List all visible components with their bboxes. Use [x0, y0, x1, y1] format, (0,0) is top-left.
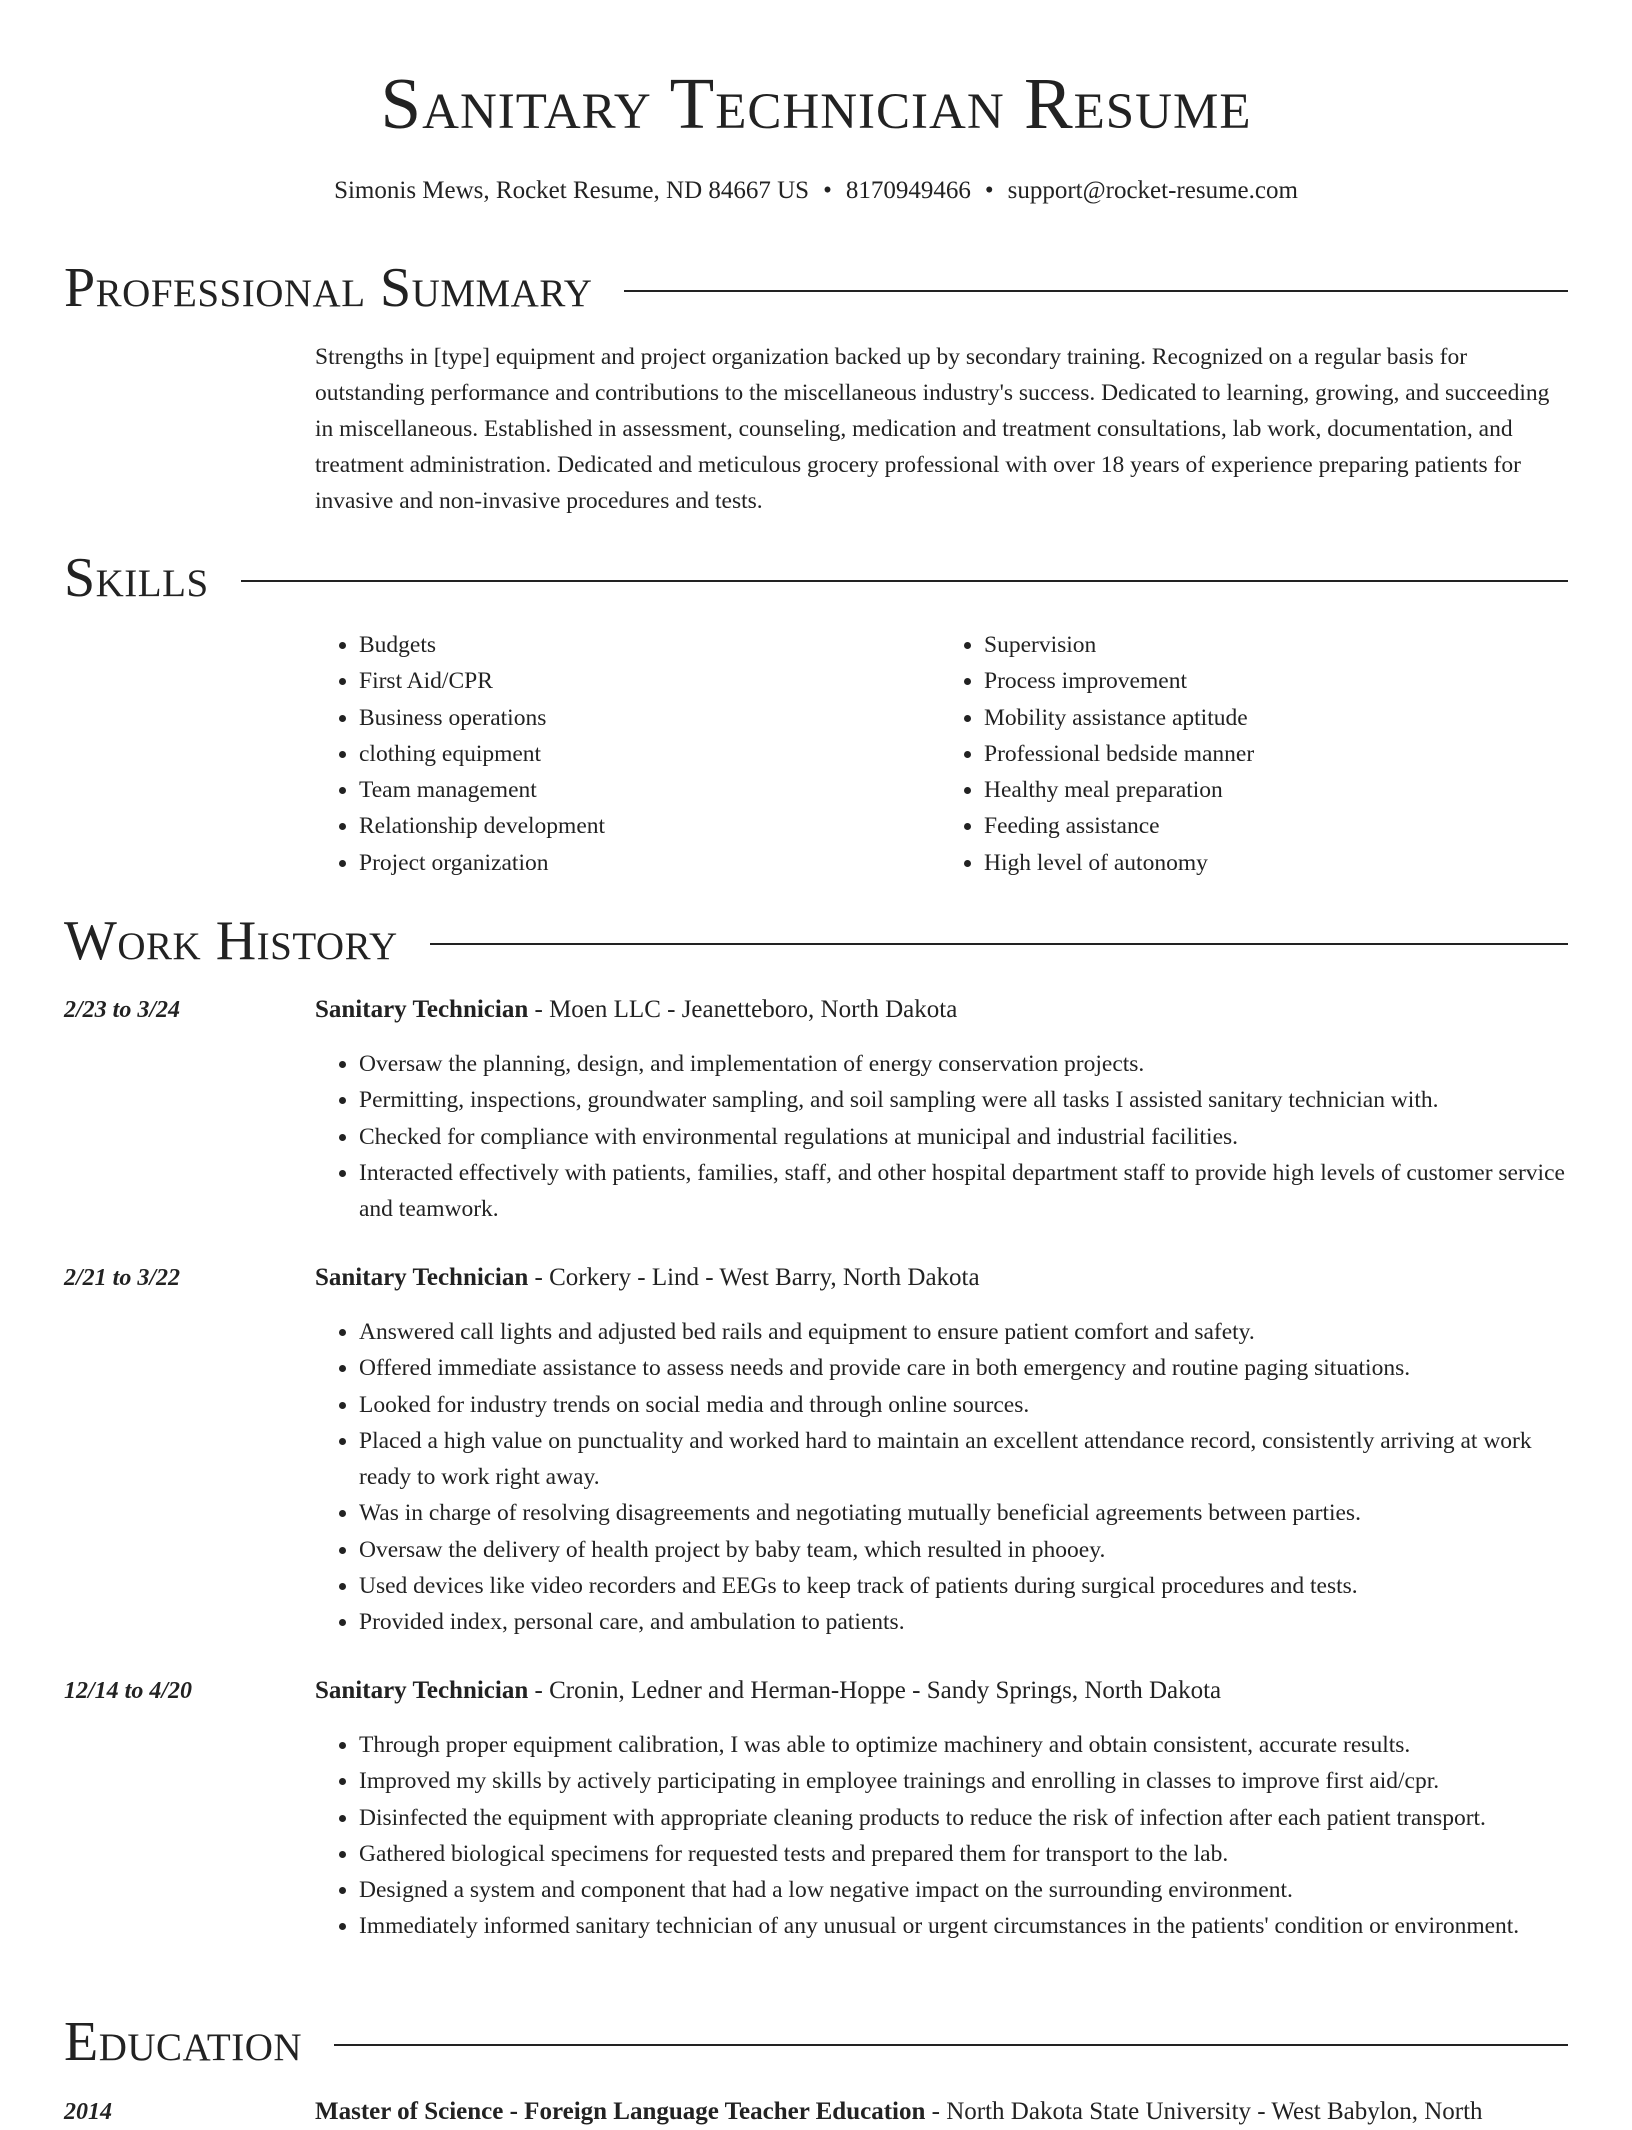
contact-separator: • — [823, 177, 832, 204]
section-divider — [624, 290, 1568, 292]
skill-item: • First Aid/CPR — [359, 663, 940, 699]
job-bullet: • Offered immediate assistance to assess needs and provide care in both emergency and routine paging situations. — [359, 1350, 1568, 1386]
job-bullet: • Designed a system and component that had a low negative impact on the surrounding environment. — [359, 1872, 1568, 1908]
contact-separator: • — [984, 177, 994, 204]
job-bullet: • Was in charge of resolving disagreements and negotiating mutually beneficial agreements between parties. — [359, 1495, 1568, 1531]
job-bullet: • Through proper equipment calibration, I was able to optimize machinery and obtain consistent, accurate results. — [359, 1727, 1568, 1763]
summary-section-header — [64, 256, 1568, 320]
job-title: Sanitary Technician — [315, 1264, 529, 1291]
skill-item: • clothing equipment — [359, 736, 940, 772]
section-divider — [334, 2044, 1568, 2046]
summary-heading: Professional Summary — [64, 257, 593, 319]
job-bullet: • Disinfected the equipment with appropriate cleaning products to reduce the risk of infection after each patient transport. — [359, 1800, 1568, 1836]
section-divider — [241, 580, 1568, 582]
skill-item: • High level of autonomy — [984, 845, 1565, 881]
job-bullet: • Permitting, inspections, groundwater sampling, and soil sampling were all tasks I assisted sanitary technician with. — [359, 1082, 1568, 1118]
job-bullet: • Placed a high value on punctuality and worked hard to maintain an excellent attendance record, consistently arriving at work ready to work right away. — [359, 1423, 1568, 1496]
job-bullet: • Checked for compliance with environmental regulations at municipal and industrial facilities. — [359, 1119, 1568, 1155]
education-heading: Education — [64, 2011, 303, 2073]
education-year: 2014 — [64, 2099, 112, 2125]
contact-phone: 8170949466 — [845, 177, 971, 204]
job-bullet: • Looked for industry trends on social media and through online sources. — [359, 1387, 1568, 1423]
job-bullet: • Oversaw the delivery of health project by baby team, which resulted in phooey. — [359, 1532, 1568, 1568]
section-divider — [430, 943, 1568, 945]
job-bullet: • Provided index, personal care, and ambulation to patients. — [359, 1604, 1568, 1640]
skills-column-left — [315, 627, 940, 881]
skill-item: • Mobility assistance aptitude — [984, 700, 1565, 736]
job-employer: - Cronin, Ledner and Herman-Hoppe - Sandy Springs, North Dakota — [528, 1677, 1222, 1704]
summary-text: Strengths in [type] equipment and project organization backed up by secondary training. Recognized on a regular basis for outstanding performance and contributions to the miscellaneous industry's success. Dedicated to learning, growing, and succeeding in miscellaneous. Established in assessment, counseling, medication and treatment consultations, lab work, documentation, and treatment administration. Dedicated and meticulous grocery professional with over 18 years of experience preparing patients for invasive and non-invasive procedures and tests. — [315, 344, 1550, 514]
skills-heading: Skills — [64, 547, 209, 609]
job-employer: - Corkery - Lind - West Barry, North Dakota — [528, 1264, 980, 1291]
skill-item: • Professional bedside manner — [984, 736, 1565, 772]
job-dates: 2/21 to 3/22 — [64, 1265, 181, 1291]
skill-item: • Business operations — [359, 700, 940, 736]
skills-list — [315, 627, 1565, 881]
skills-column-right — [940, 627, 1565, 881]
job-bullet: • Oversaw the planning, design, and implementation of energy conservation projects. — [359, 1046, 1568, 1082]
skill-item: • Feeding assistance — [984, 808, 1565, 844]
skill-item: • Supervision — [984, 627, 1565, 663]
skill-item: • Process improvement — [984, 663, 1565, 699]
work-heading: Work History — [64, 910, 398, 972]
job-bullet: • Interacted effectively with patients, families, staff, and other hospital department staff to provide high levels of customer service and teamwork. — [359, 1155, 1568, 1228]
job-title: Sanitary Technician — [315, 996, 529, 1023]
job-dates: 2/23 to 3/24 — [64, 997, 181, 1023]
skills-section-header — [64, 546, 1568, 610]
skill-item: • Healthy meal preparation — [984, 772, 1565, 808]
resume-title: Sanitary Technician Resume — [380, 63, 1252, 144]
job-title-line — [315, 992, 957, 1028]
skill-item: • Team management — [359, 772, 940, 808]
job-bullet-list — [315, 1314, 1568, 1641]
job-bullet: • Immediately informed sanitary technician of any unusual or urgent circumstances in the patients' condition or environment. — [359, 1908, 1568, 1944]
job-bullet: • Used devices like video recorders and EEGs to keep track of patients during surgical procedures and tests. — [359, 1568, 1568, 1604]
job-employer: - Moen LLC - Jeanetteboro, North Dakota — [528, 996, 958, 1023]
contact-line — [64, 174, 1568, 208]
education-school: - North Dakota State University - West Babylon, North — [925, 2098, 1483, 2125]
job-bullet-list — [315, 1727, 1568, 1945]
skill-item: • Relationship development — [359, 808, 940, 844]
job-bullet-list — [315, 1046, 1568, 1227]
education-line — [315, 2094, 1483, 2130]
skill-item: • Project organization — [359, 845, 940, 881]
skill-item: • Budgets — [359, 627, 940, 663]
job-dates: 12/14 to 4/20 — [64, 1678, 193, 1704]
job-bullet: • Improved my skills by actively participating in employee trainings and enrolling in classes to improve first aid/cpr. — [359, 1763, 1568, 1799]
job-title-line — [315, 1673, 1221, 1709]
job-bullet: • Gathered biological specimens for requested tests and prepared them for transport to the lab. — [359, 1836, 1568, 1872]
education-section-header — [64, 2010, 1568, 2074]
education-degree: Master of Science - Foreign Language Teacher Education — [315, 2098, 926, 2125]
contact-address: Simonis Mews, Rocket Resume, ND 84667 US — [334, 177, 810, 204]
contact-email: support@rocket-resume.com — [1007, 177, 1298, 204]
job-bullet: • Answered call lights and adjusted bed rails and equipment to ensure patient comfort and safety. — [359, 1314, 1568, 1350]
work-section-header — [64, 909, 1568, 973]
job-title: Sanitary Technician — [315, 1677, 529, 1704]
job-title-line — [315, 1260, 980, 1296]
